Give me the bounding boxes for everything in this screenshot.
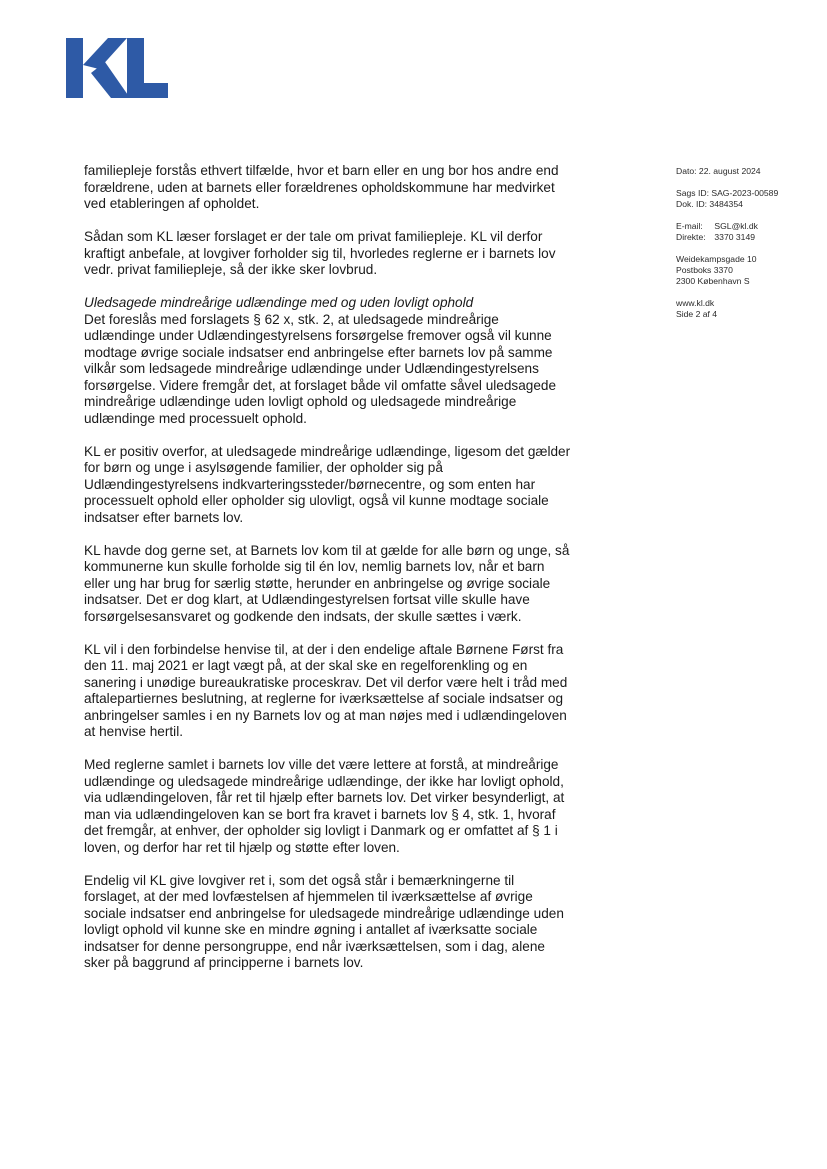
contact-group — [676, 221, 816, 243]
date-group — [676, 166, 816, 177]
phone-label: Direkte: — [676, 232, 706, 242]
document-meta-sidebar — [676, 166, 816, 331]
paragraph-6: KL vil i den forbindelse henvise til, at der i den endelige aftale Børnene Først fra den 11. maj 2021 er lagt vægt på, at der skal ske en regelforenkling og en sanering i unødige bureaukratiske proceskrav. Det vil derfor være helt i tråd med aftalepartiernes beslutning, at reglerne for iværksættelse af sociale indsatser og anbringelser samles i en ny Barnets lov og at man nøjes med i udlændingeloven at henvise hertil. — [84, 641, 568, 739]
paragraph-7: Med reglerne samlet i barnets lov ville det være lettere at forstå, at mindreårige udlændinge og uledsagede mindreårige udlændinge, der ikke har lovligt ophold, via udlændingeloven, får ret til hjælp efter barnets lov. Det virker besynderligt, at man via udlændingeloven kan se bort fra kravet i barnets lov § 4, stk. 1, hvoraf det fremgår, at enhver, der opholder sig lovligt i Danmark og er omfattet af § 1 i loven, og derfor har ret til hjælp og støtte efter loven. — [84, 757, 565, 855]
web-page-group — [676, 298, 816, 320]
address-street: Weidekampsgade 10 — [676, 254, 757, 264]
section-subheading: Uledsagede mindreårige udlændinge med og uden lovligt ophold — [84, 295, 474, 310]
paragraph-8: Endelig vil KL give lovgiver ret i, som det også står i bemærkningerne til forslaget, at der med lovfæstelsen af hjemmelen til iværksættelse af øvrige sociale indsatser end anbringelse for uledsagede mindreårige udlændinge uden lovligt ophold vil kunne ske en mindre øgning i antallet af iværksatte sociale indsatser for denne persongruppe, end når iværksættelsen, som i dag, alene sker på baggrund af principperne i barnets lov. — [84, 872, 564, 970]
paragraph-2: Sådan som KL læser forslaget er der tale om privat familiepleje. KL vil derfor kraftigt anbefale, at lovgiver forholder sig til, hvorledes reglerne er i barnets lov vedr. privat familiepleje, så der ikke sker lovbrud. — [84, 229, 556, 277]
website-link[interactable]: www.kl.dk — [676, 298, 715, 308]
paragraph-3: Det foreslås med forslagets § 62 x, stk. 2, at uledsagede mindreårige udlændinge under Udlændingestyrelsens forsørgelse fremover også vil kunne modtage øvrige sociale indsatser end anbringelse efter barnets lov på samme vilkår som ledsagede mindreårige udlændinge under Udlændingestyrelsens forsørgelse. Videre fremgår det, at forslaget både vil omfatte såvel uledsagede mindreårige udlændinge uden lovligt ophold og uledsagede mindreårige udlændinge med processuelt ophold. — [84, 311, 557, 426]
address-pobox: Postboks 3370 — [676, 265, 733, 275]
case-id: Sags ID: SAG-2023-00589 — [676, 188, 779, 198]
paragraph-5: KL havde dog gerne set, at Barnets lov kom til at gælde for alle børn og unge, så kommunerne kun skulle forholde sig til én lov, nemlig barnets lov, når et barn eller ung har brug for særlig støtte, herunder en anbringelse og øvrige sociale indsatser. Det er dog klart, at Udlændingestyrelsen fortsat ville skulle have forsørgelsesansvaret og godkende den indsats, der skulle sættes i værk. — [84, 542, 570, 624]
address-group — [676, 254, 816, 287]
section-uledsagede — [84, 295, 572, 427]
email-row — [676, 221, 816, 232]
kl-logo-mark — [66, 38, 168, 98]
phone-row — [676, 232, 816, 243]
document-date: Dato: 22. august 2024 — [676, 166, 761, 176]
page-number: Side 2 af 4 — [676, 309, 718, 319]
paragraph-1: familiepleje forstås ethvert tilfælde, hvor et barn eller en ung bor hos andre end forældrene, uden at barnets eller forældrenes opholdskommune har medvirket ved etableringen af opholdet. — [84, 163, 559, 211]
document-id: Dok. ID: 3484354 — [676, 199, 743, 209]
email-link[interactable]: SGL@kl.dk — [714, 221, 758, 231]
address-city: 2300 København S — [676, 276, 750, 286]
email-label: E-mail: — [676, 221, 703, 231]
id-group — [676, 188, 816, 210]
phone-value: 3370 3149 — [714, 232, 756, 242]
letter-body — [84, 163, 572, 988]
kl-logo — [66, 38, 168, 98]
paragraph-4: KL er positiv overfor, at uledsagede mindreårige udlændinge, ligesom det gælder for børn og unge i asylsøgende familier, der opholder sig på Udlændingestyrelsens indkvarteringssteder/børnecentre, og som enten har processuelt ophold eller opholder sig ulovligt, også vil kunne modtage sociale indsatser efter barnets lov. — [84, 443, 571, 525]
